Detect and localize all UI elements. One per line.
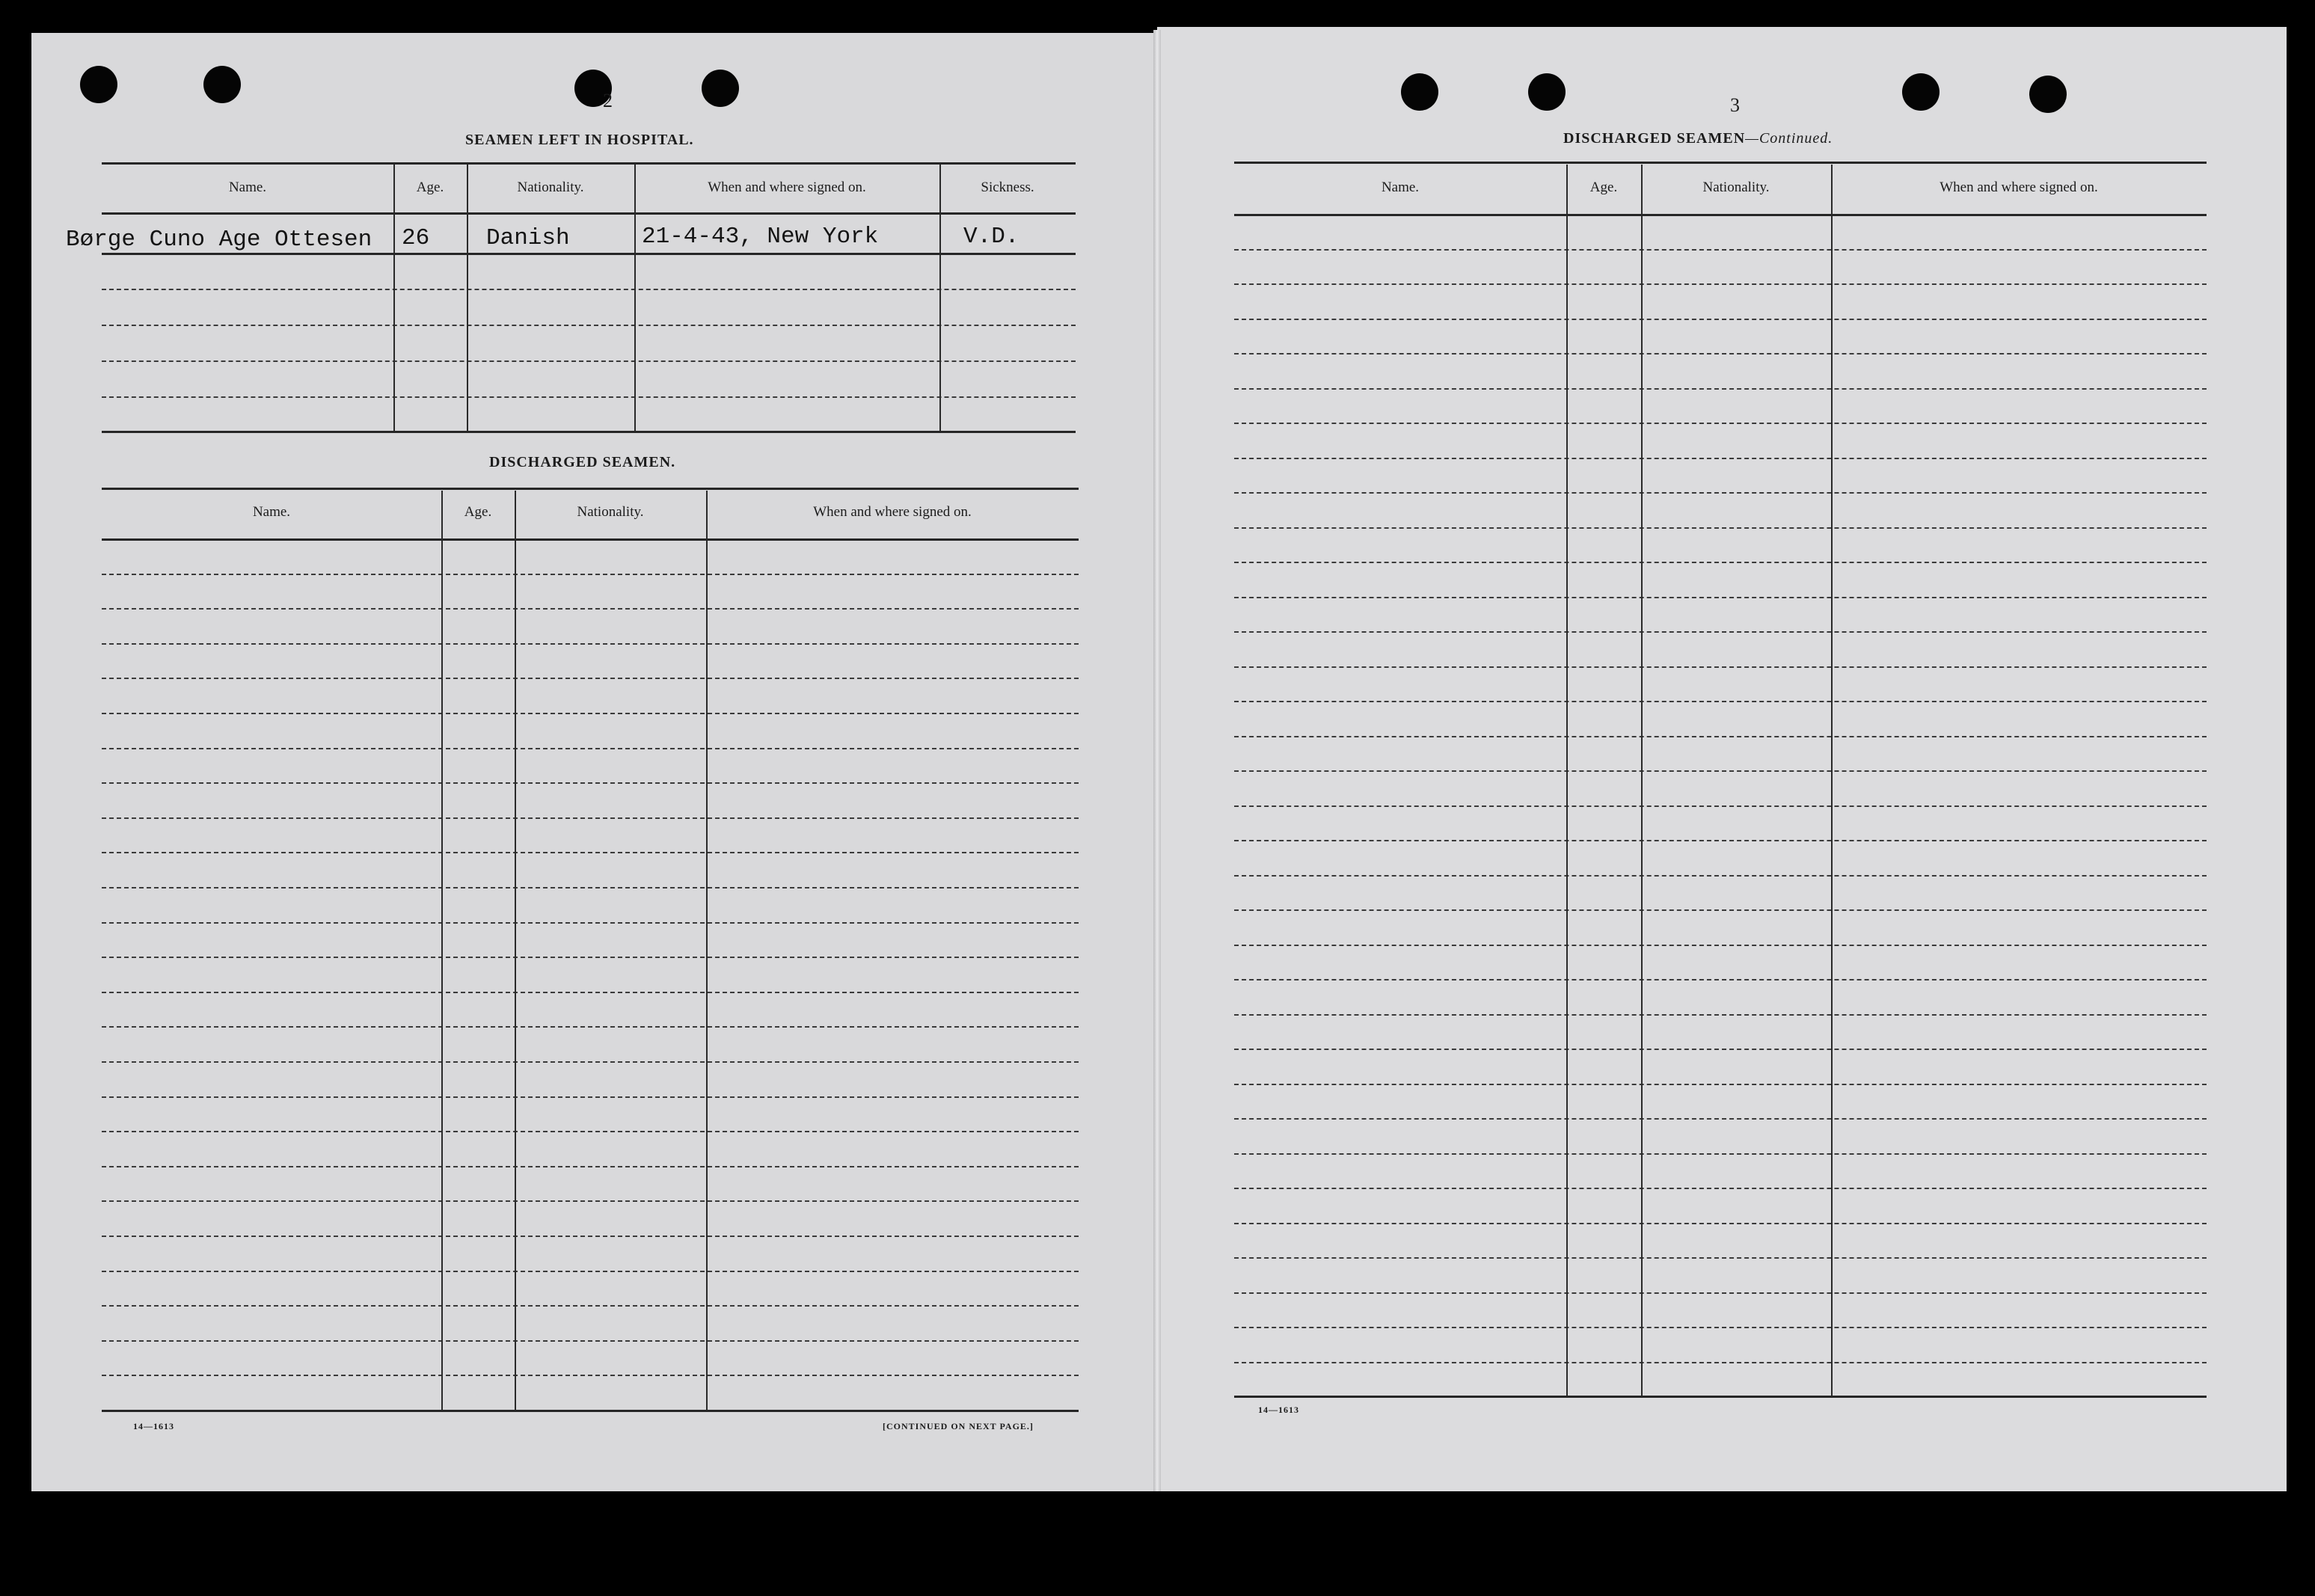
ruled-line xyxy=(1234,283,2207,285)
ruled-line xyxy=(102,957,1079,958)
ruled-line xyxy=(1234,1049,2207,1050)
ruled-line xyxy=(102,1131,1079,1132)
ruled-line xyxy=(102,678,1079,679)
punch-hole xyxy=(80,66,117,103)
punch-hole xyxy=(1902,73,1940,111)
hospital-row-age: 26 xyxy=(402,225,430,251)
right-page xyxy=(1157,27,2287,1491)
ruled-line xyxy=(1234,527,2207,529)
hospital-header-signed-on: When and where signed on. xyxy=(708,179,866,195)
discharged-continued-title xyxy=(1563,130,1833,147)
ruled-line xyxy=(1234,909,2207,911)
hospital-header-nationality: Nationality. xyxy=(517,179,584,195)
discharged-right-header-name: Name. xyxy=(1381,179,1420,195)
hospital-row-nationality: Danish xyxy=(486,225,570,251)
ruled-line xyxy=(102,817,1079,819)
ruled-line xyxy=(102,1271,1079,1272)
form-number-right: 14—1613 xyxy=(1258,1405,1299,1415)
hospital-row-sickness: V.D. xyxy=(963,224,1019,250)
ruled-line xyxy=(1234,1188,2207,1189)
discharged-left-header-age: Age. xyxy=(464,504,492,520)
ruled-line xyxy=(102,1236,1079,1237)
ruled-line xyxy=(1234,597,2207,598)
ruled-line xyxy=(102,1096,1079,1098)
ruled-line xyxy=(102,782,1079,784)
discharged-left-header-signed-on: When and where signed on. xyxy=(813,504,972,520)
hospital-row-signed-on: 21-4-43, New York xyxy=(642,224,879,250)
ruled-line xyxy=(1234,840,2207,841)
ruled-line xyxy=(102,574,1079,575)
hospital-header-name: Name. xyxy=(228,179,267,195)
discharged-right-header-signed-on: When and where signed on. xyxy=(1940,179,2098,195)
ruled-line xyxy=(1234,736,2207,737)
ruled-line xyxy=(1234,1362,2207,1363)
ruled-line xyxy=(102,887,1079,888)
discharged-continued-title-main: DISCHARGED SEAMEN xyxy=(1563,130,1746,147)
ruled-line xyxy=(1234,875,2207,877)
ruled-line xyxy=(1234,666,2207,668)
hospital-section-title: SEAMEN LEFT IN HOSPITAL. xyxy=(465,132,694,148)
ruled-line xyxy=(102,992,1079,993)
ruled-line xyxy=(1234,1014,2207,1016)
hospital-header-age: Age. xyxy=(416,179,444,195)
page-number-left: 2 xyxy=(603,90,613,111)
hospital-header-sickness: Sickness. xyxy=(981,179,1034,195)
continued-note: [CONTINUED ON NEXT PAGE.] xyxy=(883,1421,1034,1431)
ruled-line xyxy=(102,1200,1079,1202)
ruled-line xyxy=(1234,353,2207,355)
hospital-row-name: Børge Cuno Age Ottesen xyxy=(66,227,372,253)
page-number-right: 3 xyxy=(1730,94,1740,116)
ruled-line xyxy=(1234,249,2207,251)
ruled-line xyxy=(102,1061,1079,1063)
ruled-line xyxy=(102,1166,1079,1167)
ruled-line xyxy=(102,643,1079,645)
ruled-line xyxy=(1234,945,2207,946)
discharged-right-header-nationality: Nationality. xyxy=(1702,179,1770,195)
punch-hole xyxy=(702,70,739,107)
ruled-line xyxy=(1234,319,2207,320)
punch-hole xyxy=(1401,73,1438,111)
ruled-line xyxy=(1234,770,2207,772)
discharged-left-header-nationality: Nationality. xyxy=(577,504,644,520)
ruled-line xyxy=(102,922,1079,924)
ruled-line xyxy=(1234,1257,2207,1259)
ruled-line xyxy=(1234,631,2207,633)
ruled-line xyxy=(102,852,1079,853)
ruled-line xyxy=(1234,1292,2207,1294)
ruled-line xyxy=(102,1026,1079,1028)
ruled-line xyxy=(102,1375,1079,1376)
discharged-section-title: DISCHARGED SEAMEN. xyxy=(489,454,676,470)
discharged-left-header-name: Name. xyxy=(252,504,291,520)
punch-hole xyxy=(2029,76,2067,113)
ruled-line xyxy=(102,1340,1079,1342)
ruled-line xyxy=(1234,1118,2207,1120)
ruled-line xyxy=(102,748,1079,749)
ruled-line xyxy=(1234,562,2207,563)
page-gutter xyxy=(1153,30,1161,1491)
discharged-right-header-age: Age. xyxy=(1589,179,1618,195)
ruled-line xyxy=(1234,458,2207,459)
ruled-line xyxy=(1234,805,2207,807)
discharged-continued-suffix: —Continued. xyxy=(1745,130,1833,147)
ruled-line xyxy=(1234,492,2207,494)
form-number-left: 14—1613 xyxy=(133,1421,174,1431)
ruled-line xyxy=(102,713,1079,714)
ruled-line xyxy=(102,608,1079,610)
ruled-line xyxy=(1234,701,2207,702)
ruled-line xyxy=(102,1305,1079,1307)
ruled-line xyxy=(1234,1084,2207,1085)
ruled-line xyxy=(1234,1327,2207,1328)
ruled-line xyxy=(1234,423,2207,424)
punch-hole xyxy=(1528,73,1566,111)
ruled-line xyxy=(1234,1153,2207,1155)
ruled-line xyxy=(1234,979,2207,980)
ruled-line xyxy=(1234,1223,2207,1224)
punch-hole xyxy=(203,66,241,103)
ruled-line xyxy=(1234,388,2207,390)
